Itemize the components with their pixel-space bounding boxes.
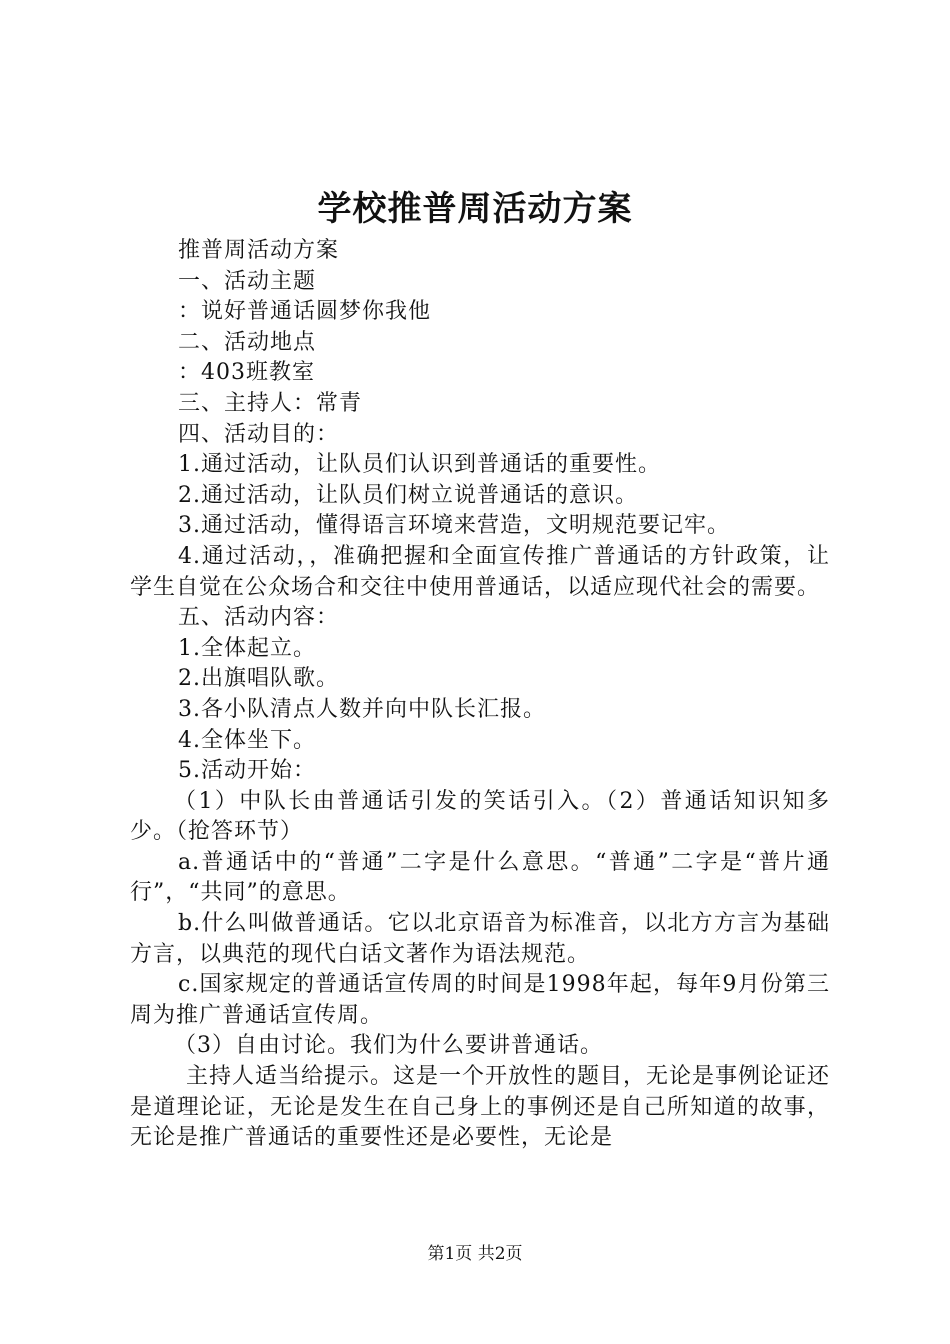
paragraph: 推普周活动方案	[178, 238, 340, 263]
paragraph: ：403班教室	[178, 360, 315, 386]
paragraph: b.什么叫做普通话。它以北京语音为标准音，以北方方言为基础方言，以典范的现代白话文著作为语法规范。	[130, 911, 830, 967]
list-item: 3.各小队清点人数并向中队长汇报。	[178, 696, 546, 722]
page-footer: 第1页 共2页	[427, 1244, 523, 1264]
paragraph: ：说好普通话圆梦你我他	[178, 299, 432, 325]
list-item: 4.通过活动，，准确把握和全面宣传推广普通话的方针政策，让学生自觉在公众场合和交往中使用普通话，以适应现代社会的需要。	[130, 543, 830, 600]
paragraph: （1）中队长由普通话引发的笑话引入。（2）普通话知识知多少。（抢答环节）	[130, 788, 830, 845]
paragraph: a.普通话中的“普通”二字是什么意思。“普通”二字是“普片通行”，“共同”的意思。	[130, 849, 830, 906]
list-item: 4.全体坐下。	[178, 727, 316, 753]
list-item: 1.通过活动，让队员们认识到普通话的重要性。	[178, 452, 661, 478]
list-item: 2.出旗唱队歌。	[178, 666, 339, 692]
document-body	[130, 236, 830, 1154]
list-item: 1.全体起立。	[178, 635, 316, 661]
paragraph: （3）自由讨论。我们为什么要讲普通话。	[174, 1033, 603, 1059]
section-heading: 四、活动目的：	[178, 421, 340, 447]
list-item: 2.通过活动，让队员们树立说普通话的意识。	[178, 482, 638, 508]
section-heading: 一、活动主题	[178, 268, 317, 294]
paragraph: c.国家规定的普通话宣传周的时间是1998年起，每年9月份第三周为推广普通话宣传周。	[130, 972, 830, 1028]
list-item: 5.活动开始：	[178, 758, 316, 784]
section-heading: 五、活动内容：	[178, 605, 340, 631]
list-item: 3.通过活动，懂得语言环境来营造，文明规范要记牢。	[178, 513, 730, 539]
section-heading: 二、活动地点	[178, 329, 317, 355]
section-heading: 三、主持人：常青	[178, 390, 363, 416]
paragraph: 主持人适当给提示。这是一个开放性的题目，无论是事例论证还是道理论证，无论是发生在自己身上的事例还是自己所知道的故事，无论是推广普通话的重要性还是必要性，无论是	[130, 1064, 831, 1151]
document-title: 学校推普周活动方案	[317, 189, 633, 229]
